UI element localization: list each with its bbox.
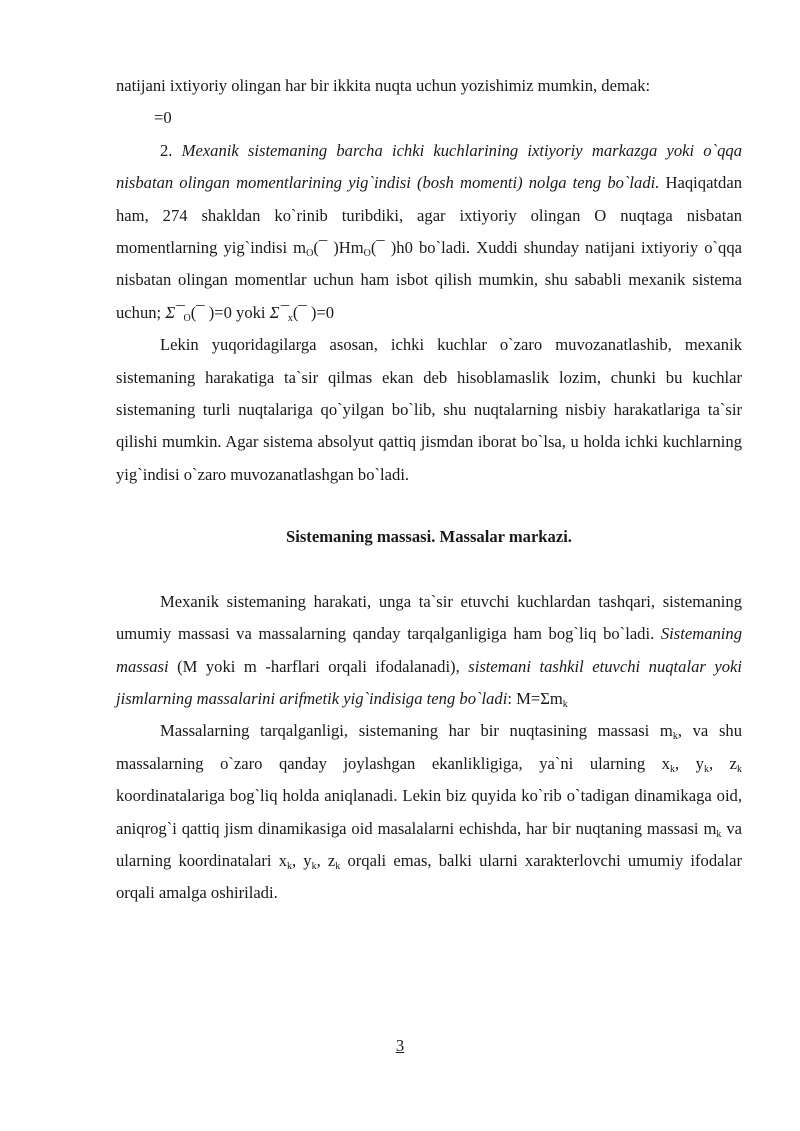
item-number: 2. [160,140,182,160]
text: (¯ )=0 [292,302,334,322]
subscript: O [363,248,371,260]
formula-text: =0 [154,108,172,128]
text: Lekin yuqoridagilarga asosan, ichki kuchlar o`zaro muvozanatlashib, mexanik sistemaning harakatiga ta`sir qilmas ekan deb hisoblamaslik lozim, chunki bu kuchlar sistemaning turli nuqtalariga qo`yilgan bo`lib, shu nuqtalarning nisbiy harakatlariga ta`sir qilishi mumkin. Agar sistema absolyut qattiq jismdan iborat bo`lsa, u holda ichki kuchlarning yig`indisi o`zaro muvozanatlashgan bo`ladi. [116,335,742,484]
text: (¯ )Hm [313,238,364,258]
text: : M=Σm [507,688,563,708]
text: (¯ )h0 bo`ladi. Xuddi shunday natijani ixtiyoriy o`qqa nisbatan olingan momentlar uchun ham isbot qilish mumkin, shu sababli mexanik sistema uchun; [116,238,743,322]
sum-symbol: Σ¯ [269,302,288,322]
subscript: k [737,763,742,775]
text: , va shu massalarning o`zaro qanday joylashgan ekanlikligiga, ya`ni ularning x [116,721,742,773]
paragraph-continuation [116,70,742,102]
definition-italic: sistemani tashkil etuvchi nuqtalar yoki jismlarning massalarini arifmetik yig`indisiga teng bo`ladi [116,656,742,708]
sum-symbol: Σ¯ [165,302,184,322]
subscript: k [669,763,675,775]
text: va ularning koordinatalari x [116,818,743,870]
subscript: k [335,860,341,872]
text: , z [708,753,737,773]
subscript: k [703,763,709,775]
subscript: k [562,698,568,710]
text: Massalarning tarqalganligi, sistemaning har bir nuqtasining massasi m [160,721,673,741]
subscript: O [306,248,314,260]
theorem-statement: Mexanik sistemaning barcha ichki kuchlarining ixtiyoriy markazga yoki o`qqa nisbatan olingan momentlarining yig`indisi (bosh momenti) nolga teng bo`ladi. [116,140,742,193]
text: (¯ )=0 yoki [190,302,270,322]
text: , y [674,753,704,773]
subscript: k [311,860,317,872]
subscript: k [287,860,292,872]
subscript: k [716,828,722,840]
page-number: 3 [395,1036,405,1055]
term-italic: Sistemaning massasi [116,624,742,676]
text: (M yoki m -harflari orqali ifodalanadi), [168,656,469,676]
text: natijani ixtiyoriy olingan har bir ikkita nuqta uchun yozishimiz mumkin, demak: [116,76,651,95]
formula-line [116,102,742,134]
text: Mexanik sistemaning harakati, unga ta`sir etuvchi kuchlardan tashqari, sistemaning umumiy massasi va massalarning qanday tarqalganligiga ham bog`liq bo`ladi. [116,591,742,644]
text: koordinatalariga bog`liq holda aniqlanadi. Lekin biz quyida ko`rib o`tadigan dinamikaga oid, aniqrog`i qattiq jism dinamikasiga oid masalalarni echishda, har bir nuqtaning massasi m [116,786,742,838]
subscript: k [672,731,678,743]
text: orqali emas, balki ularni xarakterlovchi umumiy ifodalar orqali amalga oshiriladi. [116,850,742,903]
paragraph-internal-moments [116,135,742,329]
subscript: x [287,312,293,324]
text: , y [292,850,312,870]
text: Haqiqatdan ham, 274 shakldan ko`rinib turibdiki, agar ixtiyoriy olingan O nuqtaga nisbatan momentlarning yig`indisi m [116,173,742,258]
paragraph-system-mass [116,586,742,716]
paragraph-mass-distribution [116,715,742,909]
text: , z [316,850,336,870]
section-heading: Sistemaning massasi. Massalar markazi. [286,527,572,547]
paragraph-internal-forces [116,329,742,491]
subscript: O [183,312,191,324]
document-page [116,70,742,910]
